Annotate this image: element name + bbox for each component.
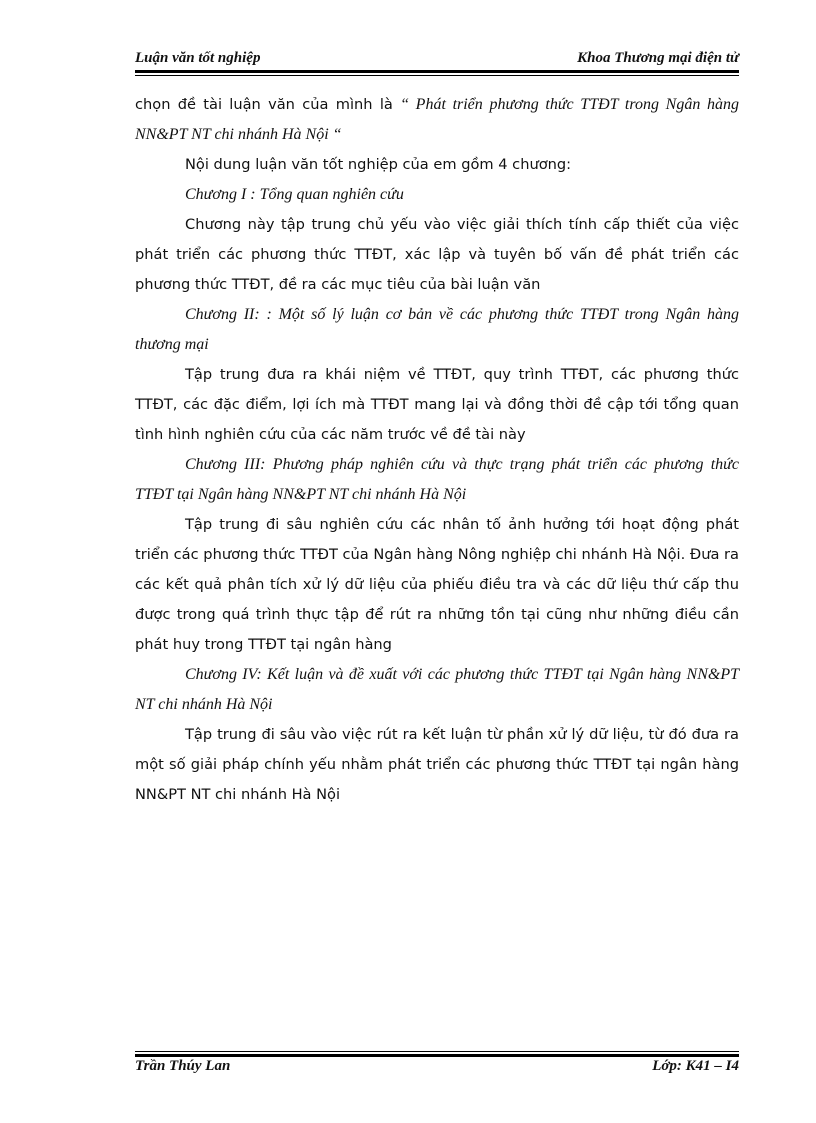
header-left: Luận văn tốt nghiệp [135, 50, 261, 66]
header-right: Khoa Thương mại điện tử [577, 50, 739, 66]
chapter-1-heading: Chương I : Tổng quan nghiên cứu [185, 186, 404, 203]
footer-left: Trần Thúy Lan [135, 1058, 231, 1074]
footer-rule [135, 1051, 739, 1057]
thesis-title: “ Phát triển phương thức TTĐT trong Ngân hàng NN&PT NT chi nhánh Hà Nội “ [135, 96, 739, 143]
chapter-3-text: Tập trung đi sâu nghiên cứu các nhân tố ảnh hưởng tới hoạt động phát triển các phương thức TTĐT của Ngân hàng Nông nghiệp chi nhánh Hà Nội. Đưa ra các kết quả phân tích xử lý dữ liệu của phiếu điều tra và các dữ liệu thứ cấp thu được trong quá trình thực tập để rút ra những tồn tại cũng như những điều cần phát huy trong TTĐT tại ngân hàng [135, 516, 739, 653]
chapter-2-heading: Chương II: : Một số lý luận cơ bản về các phương thức TTĐT trong Ngân hàng thương mại [135, 306, 739, 353]
chapter-1-text: Chương này tập trung chủ yếu vào việc giải thích tính cấp thiết của việc phát triển các phương thức TTĐT, xác lập và tuyên bố vấn đề phát triển các phương thức TTĐT, đề ra các mục tiêu của bài luận văn [135, 216, 739, 293]
footer-right: Lớp: K41 – I4 [652, 1058, 739, 1074]
chapter-3-heading: Chương III: Phương pháp nghiên cứu và thực trạng phát triển các phương thức TTĐT tại Ngân hàng NN&PT NT chi nhánh Hà Nội [135, 456, 739, 503]
content-line: Nội dung luận văn tốt nghiệp của em gồm 4 chương: [185, 156, 572, 173]
chapter-4-text: Tập trung đi sâu vào việc rút ra kết luận từ phần xử lý dữ liệu, từ đó đưa ra một số giải pháp chính yếu nhằm phát triển các phương thức TTĐT tại ngân hàng NN&PT NT chi nhánh Hà Nội [135, 726, 739, 803]
intro-paragraph [135, 90, 739, 150]
page-footer [135, 1058, 739, 1075]
document-body [135, 90, 739, 810]
chapter-2-text: Tập trung đưa ra khái niệm về TTĐT, quy trình TTĐT, các phương thức TTĐT, các đặc điểm, lợi ích mà TTĐT mang lại và đồng thời đề cập tới tổng quan tình hình nghiên cứu của các năm trước về đề tài này [135, 366, 739, 443]
header-rule [135, 70, 739, 76]
page-header [135, 50, 739, 67]
intro-lead: chọn đề tài luận văn của mình là [135, 96, 401, 113]
chapter-4-heading: Chương IV: Kết luận và đề xuất với các phương thức TTĐT tại Ngân hàng NN&PT NT chi nhánh Hà Nội [135, 666, 739, 713]
